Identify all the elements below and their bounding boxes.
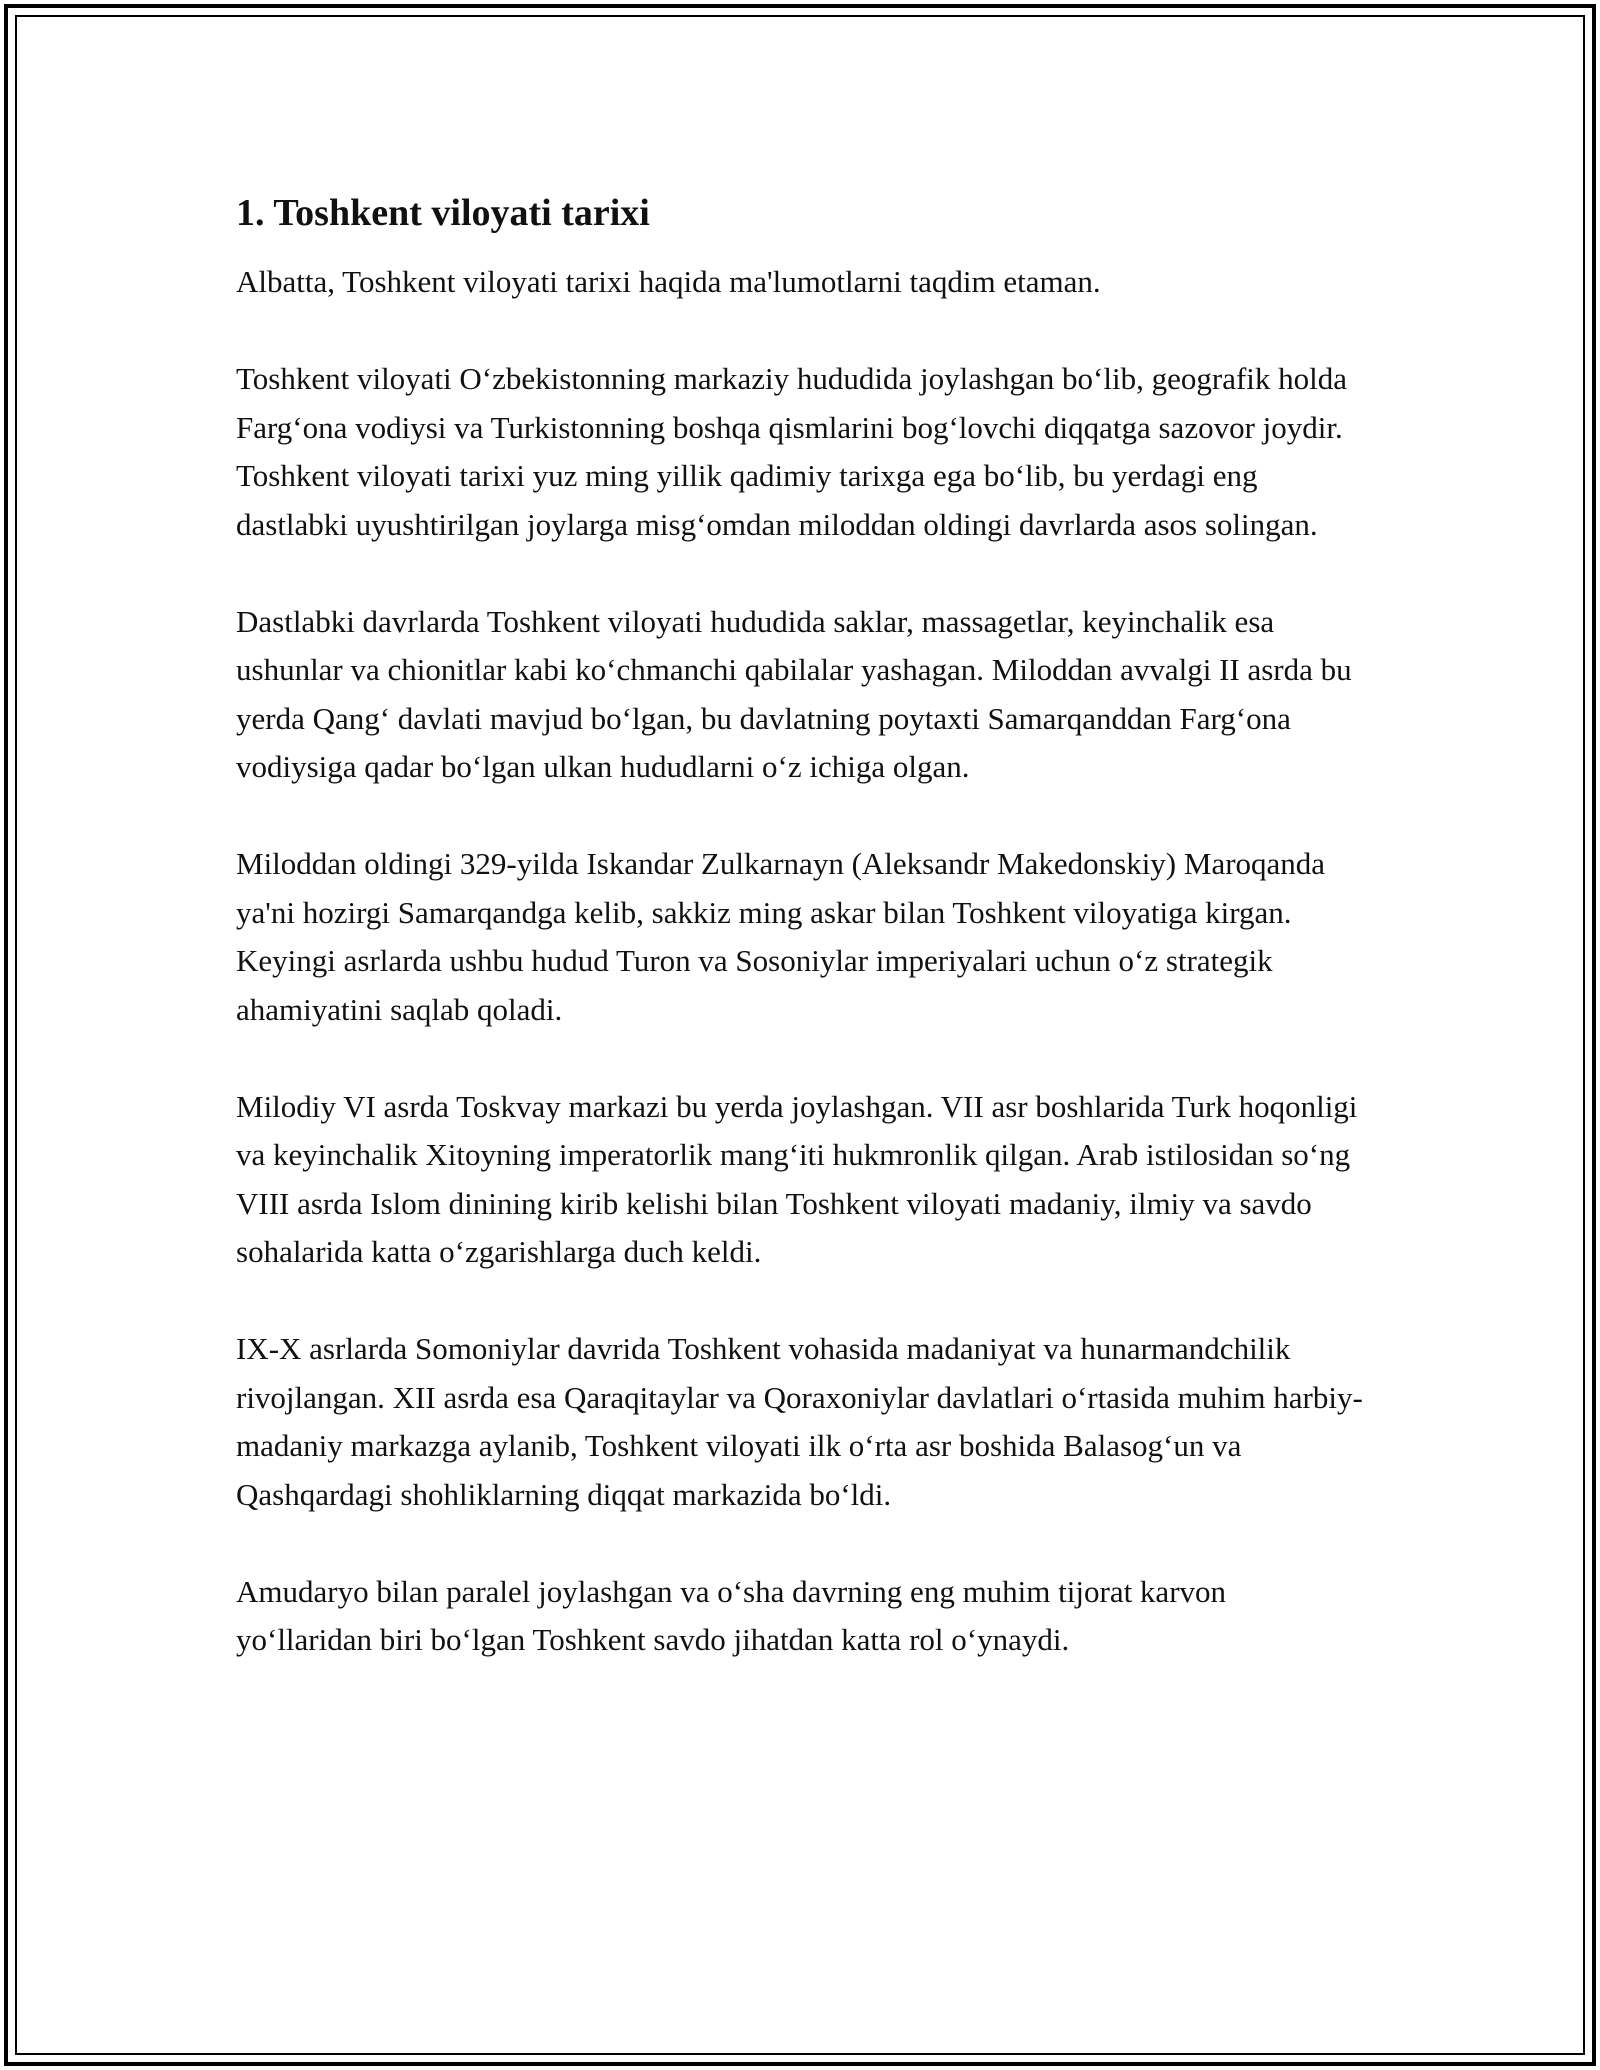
- paragraph-samanids: IX-X asrlarda Somoniylar davrida Toshkent vohasida madaniyat va hunarmandchilik rivojlangan. XII asrda esa Qaraqitaylar va Qoraxoniylar davlatlari o‘rtasida muhim harbiy-madaniy markazga aylanib, Toshkent viloyati ilk o‘rta asr boshida Balasog‘un va Qashqardagi shohliklarning diqqat markazida bo‘ldi.: [236, 1331, 1363, 1512]
- page-title: 1. Toshkent viloyati tarixi: [236, 192, 650, 234]
- paragraph-geography: Toshkent viloyati O‘zbekistonning markaziy hududida joylashgan bo‘lib, geografik holda Farg‘ona vodiysi va Turkistonning boshqa qismlarini bog‘lovchi diqqatga sazovor joydir. Toshkent viloyati tarixi yuz ming yillik qadimiy tarixga ega bo‘lib, bu yerdagi eng dastlabki uyushtirilgan joylarga misg‘omdan miloddan oldingi davrlarda asos solingan.: [236, 361, 1348, 542]
- document-body: [236, 182, 1366, 1713]
- paragraph-alexander: Miloddan oldingi 329-yilda Iskandar Zulkarnayn (Aleksandr Makedonskiy) Maroqanda ya'ni hozirgi Samarqandga kelib, sakkiz ming askar bilan Toshkent viloyatiga kirgan. Keyingi asrlarda ushbu hudud Turon va Sosoniylar imperiyalari uchun o‘z strategik ahamiyatini saqlab qoladi.: [236, 846, 1326, 1027]
- paragraph-trade: Amudaryo bilan paralel joylashgan va o‘sha davrning eng muhim tijorat karvon yo‘llaridan biri bo‘lgan Toshkent savdo jihatdan katta rol o‘ynaydi.: [236, 1573, 1227, 1657]
- paragraph-medieval: Milodiy VI asrda Toskvay markazi bu yerda joylashgan. VII asr boshlarida Turk hoqonligi va keyinchalik Xitoyning imperatorlik mang‘iti hukmronlik qilgan. Arab istilosidan so‘ng VIII asrda Islom dinining kirib kelishi bilan Toshkent viloyati madaniy, ilmiy va savdo sohalarida katta o‘zgarishlarga duch keldi.: [236, 1088, 1358, 1269]
- paragraph-intro: Albatta, Toshkent viloyati tarixi haqida ma'lumotlarni taqdim etaman.: [236, 264, 1101, 299]
- paragraph-early-tribes: Dastlabki davrlarda Toshkent viloyati hududida saklar, massagetlar, keyinchalik esa ushunlar va chionitlar kabi ko‘chmanchi qabilalar yashagan. Miloddan avvalgi II asrda bu yerda Qang‘ davlati mavjud bo‘lgan, bu davlatning poytaxti Samarqanddan Farg‘ona vodiysiga qadar bo‘lgan ulkan hududlarni o‘z ichiga olgan.: [236, 603, 1352, 784]
